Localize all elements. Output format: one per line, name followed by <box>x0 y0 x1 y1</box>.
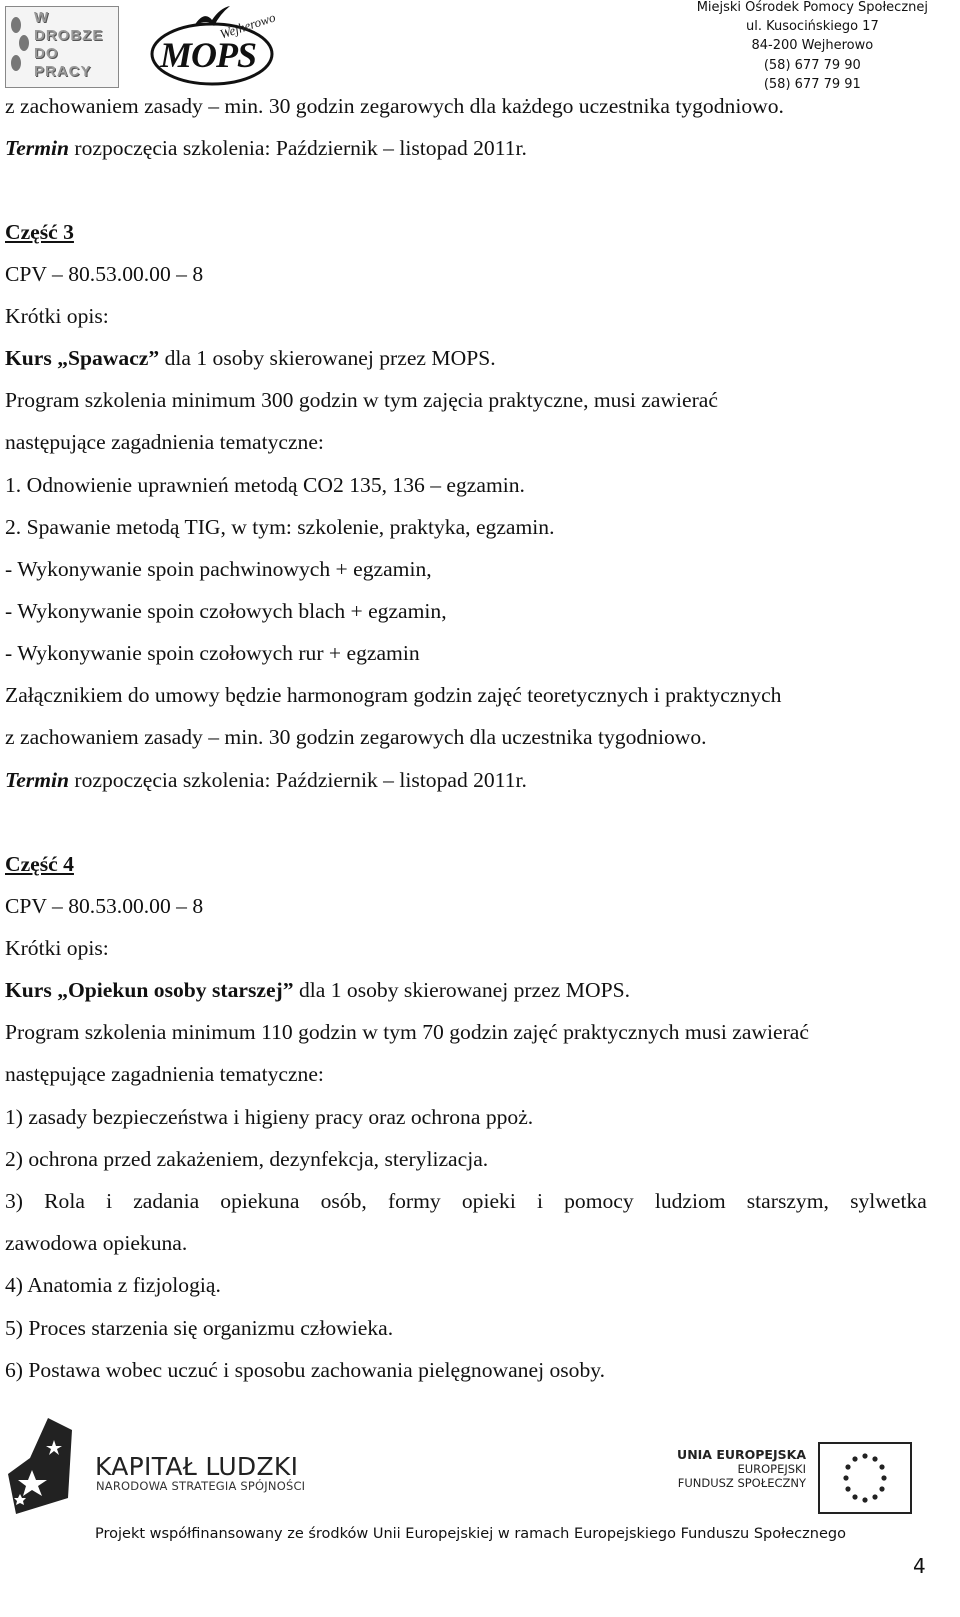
eu-text <box>640 1448 806 1490</box>
mops-logo <box>148 4 278 88</box>
kapital-ludzki-subtitle: NARODOWA STRATEGIA SPÓJNOŚCI <box>96 1479 306 1493</box>
part4-cpv: CPV – 80.53.00.00 – 8 <box>5 894 204 918</box>
part4-item3-continued: zawodowa opiekuna. <box>5 1231 188 1255</box>
part4-program-1: Program szkolenia minimum 110 godzin w tym 70 godzin zajęć praktycznych musi zawierać <box>5 1020 809 1044</box>
word: Rola <box>44 1189 85 1213</box>
eu-line-3: FUNDUSZ SPOŁECZNY <box>677 1476 806 1490</box>
termin-label: Termin <box>5 768 70 792</box>
address-line: (58) 677 79 90 <box>763 57 861 73</box>
eu-flag-icon <box>818 1442 912 1514</box>
page-footer <box>0 1408 960 1617</box>
word: opieki <box>461 1189 516 1213</box>
address-line: 84-200 Wejherowo <box>751 38 874 54</box>
word: pomocy <box>564 1189 634 1213</box>
star-emblem-icon <box>8 1418 72 1514</box>
word: osób, <box>320 1189 367 1213</box>
part4-program-2: następujące zagadnienia tematyczne: <box>5 1062 324 1086</box>
part3-cpv: CPV – 80.53.00.00 – 8 <box>5 262 204 286</box>
word: i <box>106 1189 113 1213</box>
part3-course-rest: dla 1 osoby skierowanej przez MOPS. <box>159 346 496 370</box>
part4-item: 6) Postawa wobec uczuć i sposobu zachowania pielęgnowanej osoby. <box>5 1358 606 1382</box>
part3-annex-1: Załącznikiem do umowy będzie harmonogram godzin zajęć teoretycznych i praktycznych <box>5 683 782 707</box>
part3-course <box>5 345 496 371</box>
logo-word-2: DROBZE <box>34 27 104 44</box>
eu-line-2: EUROPEJSKI <box>737 1462 806 1476</box>
word: sylwetka <box>850 1189 927 1213</box>
termin-text: rozpoczęcia szkolenia: Październik – listopad 2011r. <box>69 768 527 792</box>
part4-course <box>5 977 630 1003</box>
address-line: (58) 677 79 91 <box>763 76 861 92</box>
logo-word-4: PRACY <box>34 63 92 80</box>
part3-termin-line <box>5 767 527 793</box>
kapital-ludzki-title: KAPITAŁ LUDZKI <box>95 1452 299 1481</box>
part4-item3-justified <box>5 1188 927 1214</box>
termin-text: rozpoczęcia szkolenia: Październik – listopad 2011r. <box>69 136 527 160</box>
part4-course-name: Kurs „Opiekun osoby starszej” <box>5 978 294 1002</box>
logo-word-1: W <box>34 9 50 26</box>
part4-item: 2) ochrona przed zakażeniem, dezynfekcja, sterylizacja. <box>5 1147 489 1171</box>
word: ludziom <box>654 1189 726 1213</box>
address-block <box>697 0 928 94</box>
part3-short-desc: Krótki opis: <box>5 304 109 328</box>
part4-heading: Część 4 <box>5 852 74 876</box>
part3-item: 1. Odnowienie uprawnień metodą CO2 135, 136 – egzamin. <box>5 473 525 497</box>
part3-item: - Wykonywanie spoin czołowych blach + egzamin, <box>5 599 447 623</box>
word: 3) <box>5 1189 23 1213</box>
part3-item: 2. Spawanie metodą TIG, w tym: szkolenie, praktyka, egzamin. <box>5 515 555 539</box>
part3-item: - Wykonywanie spoin pachwinowych + egzamin, <box>5 557 432 581</box>
footsteps-icon <box>9 13 31 81</box>
part4-item: 5) Proces starzenia się organizmu człowieka. <box>5 1316 394 1340</box>
part3-annex-2: z zachowaniem zasady – min. 30 godzin zegarowych dla uczestnika tygodniowo. <box>5 725 707 749</box>
word: i <box>536 1189 543 1213</box>
w-drodze-do-pracy-logo <box>5 6 119 88</box>
part4-course-rest: dla 1 osoby skierowanej przez MOPS. <box>293 978 630 1002</box>
termin-line <box>5 135 527 161</box>
mops-tagline: Wejherowo <box>217 9 278 42</box>
part4-short-desc: Krótki opis: <box>5 936 109 960</box>
continuation-line: z zachowaniem zasady – min. 30 godzin zegarowych dla każdego uczestnika tygodniowo. <box>5 94 784 118</box>
address-line: ul. Kusocińskiego 17 <box>745 19 879 35</box>
mops-name: MOPS <box>160 35 257 75</box>
part3-program-1: Program szkolenia minimum 300 godzin w tym zajęcia praktyczne, musi zawierać <box>5 388 718 412</box>
termin-label: Termin <box>5 136 70 160</box>
word: opiekuna <box>220 1189 300 1213</box>
word: zadania <box>133 1189 200 1213</box>
part3-course-name: Kurs „Spawacz” <box>5 346 160 370</box>
word: starszym, <box>746 1189 829 1213</box>
project-cofinancing-note: Projekt współfinansowany ze środków Unii Europejskiej w ramach Europejskiego Funduszu Społecznego <box>95 1526 846 1542</box>
page-number: 4 <box>913 1554 926 1578</box>
address-line: Miejski Ośrodek Pomocy Społecznej <box>696 0 928 15</box>
eu-line-1: UNIA EUROPEJSKA <box>677 1447 806 1462</box>
logo-word-3: DO <box>34 45 59 62</box>
word: formy <box>387 1189 441 1213</box>
page-header <box>0 0 960 92</box>
part4-item: 1) zasady bezpieczeństwa i higieny pracy oraz ochrona ppoż. <box>5 1105 534 1129</box>
part3-heading: Część 3 <box>5 220 74 244</box>
part3-program-2: następujące zagadnienia tematyczne: <box>5 430 324 454</box>
part4-item: 4) Anatomia z fizjologią. <box>5 1273 221 1297</box>
part3-item: - Wykonywanie spoin czołowych rur + egzamin <box>5 641 420 665</box>
